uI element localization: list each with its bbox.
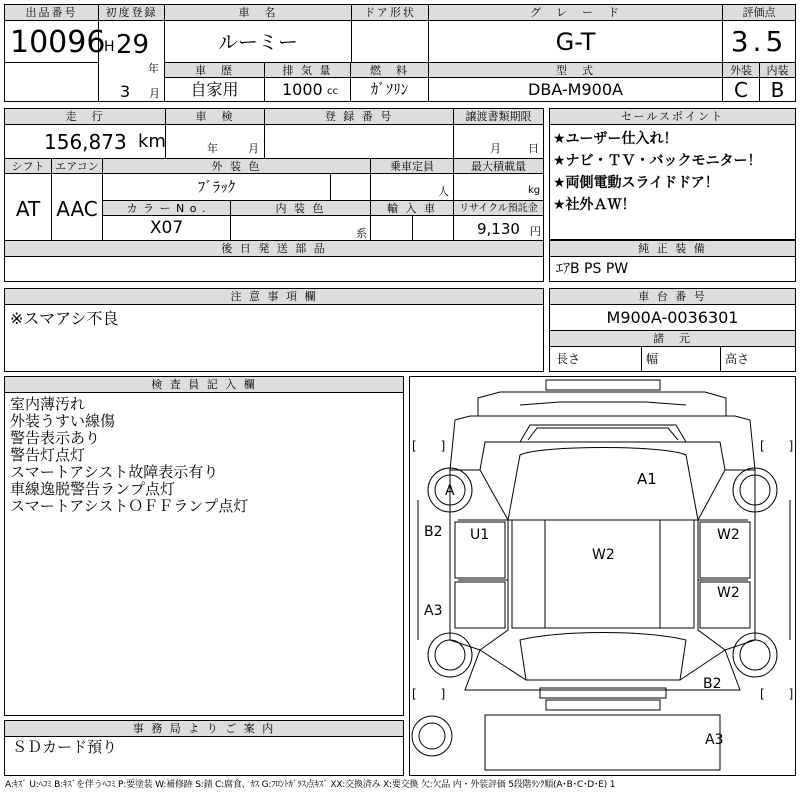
interior-grade-label: 内装 bbox=[760, 63, 795, 78]
exterior-color-label: 外 装 色 bbox=[103, 159, 370, 174]
footer-legend: A:ｷｽﾞ U:ﾍｺﾐ B:ｷｽﾞを伴うﾍｺﾐ P:要塗装 W:補修跡 S:錆 C:腐食、ｶｽ G:ﾌﾛﾝﾄｶﾞﾗｽ点ｷｽﾞ XX:交換済み X:要交換 欠:欠品 内・外装評価 5段階ﾗﾝｸ順(A･B･C･D･E) 1 bbox=[5, 780, 616, 790]
damage-mark-a3-rear: A3 bbox=[705, 732, 724, 748]
history-label: 車 歴 bbox=[165, 63, 264, 78]
damage-mark-a: A bbox=[445, 483, 455, 499]
sales-point-2: ★ナビ・ＴＶ・バックモニター！ bbox=[553, 153, 762, 169]
inspector-line-3: 警告表示あり bbox=[10, 429, 101, 447]
displacement-label: 排 気 量 bbox=[265, 63, 350, 78]
equipment-value: ｴｱB PS PW bbox=[556, 261, 629, 277]
notes-text: ※スマアシ不良 bbox=[10, 309, 119, 328]
exterior-grade: C bbox=[734, 78, 748, 102]
chassis-number: M900A-0036301 bbox=[606, 308, 739, 327]
color-number: X07 bbox=[149, 218, 184, 238]
door-type-label: ドア形状 bbox=[352, 5, 428, 21]
plate-label: 登 録 番 号 bbox=[265, 109, 453, 125]
transfer-month-unit: 月 bbox=[490, 142, 501, 155]
ac-label: エアコン bbox=[52, 159, 102, 174]
mileage-unit: km bbox=[138, 131, 166, 152]
lot-number-label: 出品番号 bbox=[5, 5, 98, 21]
grade-label: グ レ ー ド bbox=[429, 5, 722, 21]
exterior-color: ﾌﾞﾗｯｸ bbox=[197, 178, 236, 196]
lot-number: 10096 bbox=[10, 25, 106, 60]
max-load-label: 最大積載量 bbox=[454, 159, 543, 174]
registration-month: 3 bbox=[120, 82, 131, 101]
inspector-label: 検 査 員 記 入 欄 bbox=[5, 377, 403, 393]
shift-label: シフト bbox=[5, 159, 51, 174]
fuel: ｶﾞｿﾘﾝ bbox=[370, 80, 409, 98]
damage-mark-b2-rear: B2 bbox=[703, 676, 722, 692]
inspection-label: 車 検 bbox=[166, 109, 264, 125]
era: H bbox=[104, 39, 115, 55]
history: 自家用 bbox=[190, 80, 239, 99]
model-label: 型 式 bbox=[429, 63, 722, 78]
capacity-label: 乗車定員 bbox=[371, 159, 453, 174]
year-unit: 年 bbox=[148, 62, 159, 75]
car-name-label: 車 名 bbox=[165, 5, 351, 21]
ac: AAC bbox=[56, 197, 98, 221]
recycle-fee-unit: 円 bbox=[530, 225, 541, 238]
office-text: ＳＤカード預り bbox=[12, 738, 118, 756]
sales-point-1: ★ユーザー仕入れ！ bbox=[553, 131, 678, 147]
length-label: 長さ bbox=[556, 352, 581, 366]
damage-mark-b2-left: B2 bbox=[424, 524, 443, 540]
specs-label: 諸 元 bbox=[550, 331, 795, 347]
damage-mark-a1: A1 bbox=[637, 470, 657, 488]
score-label: 評価点 bbox=[723, 5, 795, 21]
bracket-rear-left: [ ] bbox=[412, 687, 446, 701]
capacity-unit: 人 bbox=[438, 185, 449, 198]
bracket-front-left: [ ] bbox=[412, 439, 446, 453]
exterior-grade-label: 外装 bbox=[723, 63, 759, 78]
mileage: 156,873 bbox=[44, 130, 127, 154]
bracket-rear-right: [ ] bbox=[760, 687, 794, 701]
damage-mark-w2-center: W2 bbox=[592, 547, 615, 563]
damage-mark-a3-left: A3 bbox=[424, 603, 443, 619]
damage-mark-w2-right-front: W2 bbox=[717, 527, 740, 543]
import-label: 輸 入 車 bbox=[371, 201, 453, 216]
model: DBA-M900A bbox=[528, 80, 623, 99]
transfer-day-unit: 日 bbox=[528, 142, 539, 155]
interior-color-label: 内 装 色 bbox=[231, 201, 370, 216]
mileage-label: 走 行 bbox=[5, 109, 165, 125]
bracket-front-right: [ ] bbox=[760, 439, 794, 453]
car-name: ルーミー bbox=[218, 30, 298, 54]
inspector-line-7: スマートアシストＯＦＦランプ点灯 bbox=[10, 497, 249, 515]
interior-color-unit: 系 bbox=[356, 227, 367, 240]
registration-year: 29 bbox=[116, 30, 150, 60]
damage-mark-u1: U1 bbox=[470, 527, 490, 543]
displacement: 1000 bbox=[282, 80, 323, 99]
inspection-year-unit: 年 bbox=[207, 142, 218, 155]
recycle-fee-label: リサイクル預託金 bbox=[454, 201, 543, 216]
equipment-label: 純 正 装 備 bbox=[550, 241, 795, 257]
displacement-unit: cc bbox=[327, 86, 338, 97]
chassis-label: 車 台 番 号 bbox=[550, 289, 795, 305]
inspector-line-5: スマートアシスト故障表示有り bbox=[10, 463, 219, 481]
shift: AT bbox=[15, 197, 41, 221]
interior-grade: B bbox=[770, 78, 785, 102]
damage-mark-w2-right-rear: W2 bbox=[717, 585, 740, 601]
recycle-fee: 9,130 bbox=[477, 220, 520, 238]
max-load-unit: kg bbox=[528, 185, 541, 196]
first-registration-label: 初度登録 bbox=[99, 5, 164, 21]
notes-label: 注 意 事 項 欄 bbox=[5, 289, 543, 305]
inspector-line-4: 警告灯点灯 bbox=[10, 446, 86, 464]
height-label: 高さ bbox=[725, 352, 750, 366]
later-parts-label: 後 日 発 送 部 品 bbox=[5, 241, 543, 257]
month-unit: 月 bbox=[149, 87, 160, 100]
inspection-month-unit: 月 bbox=[248, 142, 259, 155]
sales-point-4: ★社外ＡＷ！ bbox=[553, 197, 636, 213]
width-label: 幅 bbox=[646, 352, 659, 366]
sales-points-label: セールスポイント bbox=[550, 109, 795, 125]
inspector-line-6: 車線逸脱警告ランプ点灯 bbox=[10, 480, 176, 498]
score: 3.5 bbox=[730, 25, 788, 58]
fuel-label: 燃 料 bbox=[351, 63, 428, 78]
office-label: 事 務 局 よ り ご 案 内 bbox=[5, 721, 403, 737]
grade: G-T bbox=[555, 28, 596, 56]
inspector-line-2: 外装うすい線傷 bbox=[10, 412, 116, 430]
sales-point-3: ★両側電動スライドドア！ bbox=[553, 175, 719, 191]
transfer-deadline-label: 譲渡書類期限 bbox=[454, 109, 543, 125]
inspector-line-1: 室内薄汚れ bbox=[10, 395, 86, 413]
color-number-label: カ ラ ー N o . bbox=[103, 201, 230, 216]
